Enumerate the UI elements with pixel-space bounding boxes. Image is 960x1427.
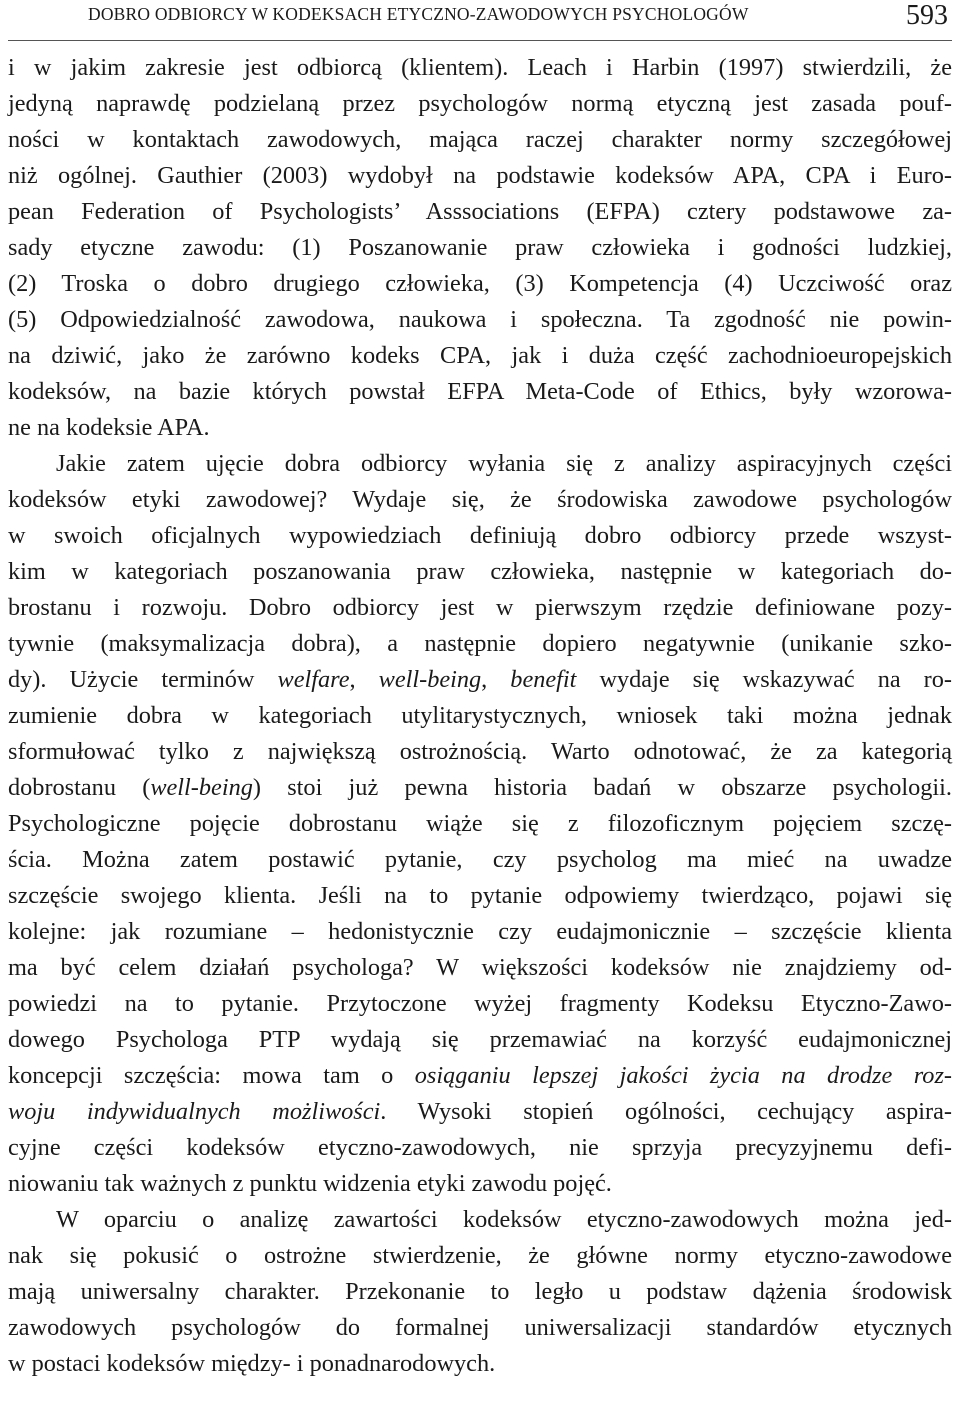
italic-term: welfare xyxy=(277,666,350,693)
text-line: w swoich oficjalnych wypowiedziach definiują dobro odbiorcy przede wszyst- xyxy=(8,522,952,549)
text-line: zawodowych psychologów do formalnej uniwersalizacji standardów etycznych xyxy=(8,1314,952,1341)
text-line: cyjne części kodeksów etyczno-zawodowych, nie sprzyja precyzyjnemu defi- xyxy=(8,1134,952,1161)
text-line-with-italics: dobrostanu (well-being) stoi już pewna historia badań w obszarze psychologii. xyxy=(8,774,952,801)
text-line: nak się pokusić o ostrożne stwierdzenie, że główne normy etyczno-zawodowe xyxy=(8,1242,952,1269)
text-line: niż ogólnej. Gauthier (2003) wydobył na podstawie kodeksów APA, CPA i Euro- xyxy=(8,162,952,189)
running-title: DOBRO ODBIORCY W KODEKSACH ETYCZNO-ZAWODOWYCH PSYCHOLOGÓW xyxy=(88,4,749,24)
italic-term: benefit xyxy=(510,666,577,693)
text-line: mają uniwersalny charakter. Przekonanie to legło u podstaw dążenia środowisk xyxy=(8,1278,952,1305)
text-line: Psychologiczne pojęcie dobrostanu wiąże się z filozoficznym pojęciem szczę- xyxy=(8,810,952,837)
italic-quote: woju indywidualnych możliwości xyxy=(8,1098,381,1125)
text-line: na dziwić, jako że zarówno kodeks CPA, jak i duża część zachodnioeuropejskich xyxy=(8,342,952,369)
text-line-with-italics: koncepcji szczęścia: mowa tam o osiąganiu lepszej jakości życia na drodze roz- xyxy=(8,1062,952,1089)
paragraph-end-line: ne na kodeksie APA. xyxy=(8,414,210,441)
paragraph-end-line: w postaci kodeksów między- i ponadnarodowych. xyxy=(8,1350,496,1377)
text-line: dowego Psychologa PTP wydają się przemawiać na korzyść eudajmonicznej xyxy=(8,1026,952,1053)
text-line: kodeksów etyki zawodowej? Wydaje się, że środowiska zawodowe psychologów xyxy=(8,486,952,513)
paragraph-start-line: W oparciu o analizę zawartości kodeksów etyczno-zawodowych można jed- xyxy=(56,1206,952,1233)
paragraph-start-line: Jakie zatem ujęcie dobra odbiorcy wyłania się z analizy aspiracyjnych części xyxy=(56,450,952,477)
text-line: sformułować tylko z największą ostrożnością. Warto odnotować, że za kategorią xyxy=(8,738,952,765)
running-header xyxy=(8,0,952,41)
text-line: kodeksów, na bazie których powstał EFPA Meta-Code of Ethics, były wzorowa- xyxy=(8,378,952,405)
text-line: kim w kategoriach poszanowania praw człowieka, następnie w kategoriach do- xyxy=(8,558,952,585)
text-line: i w jakim zakresie jest odbiorcą (klientem). Leach i Harbin (1997) stwierdzili, że xyxy=(8,54,952,81)
page-number: 593 xyxy=(906,0,948,31)
paragraph-end-line: niowaniu tak ważnych z punktu widzenia etyki zawodu pojęć. xyxy=(8,1170,612,1197)
text-line: brostanu i rozwoju. Dobro odbiorcy jest w pierwszym rzędzie definiowane pozy- xyxy=(8,594,952,621)
text-line: jedyną naprawdę podzielaną przez psychologów normą etyczną jest zasada pouf- xyxy=(8,90,952,117)
text-line: (5) Odpowiedzialność zawodowa, naukowa i społeczna. Ta zgodność nie powin- xyxy=(8,306,952,333)
text-line: szczęście swojego klienta. Jeśli na to pytanie odpowiemy twierdząco, pojawi się xyxy=(8,882,952,909)
italic-quote: osiąganiu lepszej jakości życia na drodze roz- xyxy=(414,1062,952,1089)
text-line: (2) Troska o dobro drugiego człowieka, (3) Kompetencja (4) Uczciwość oraz xyxy=(8,270,952,297)
text-line: ma być celem działań psychologa? W większości kodeksów nie znajdziemy od- xyxy=(8,954,952,981)
text-line: powiedzi na to pytanie. Przytoczone wyżej fragmenty Kodeksu Etyczno-Zawo- xyxy=(8,990,952,1017)
text-line: kolejne: jak rozumiane – hedonistycznie czy eudajmonicznie – szczęście klienta xyxy=(8,918,952,945)
text-line: zumienie dobra w kategoriach utylitarystycznych, wniosek taki można jednak xyxy=(8,702,952,729)
text-line: ności w kontaktach zawodowych, mająca raczej charakter normy szczegółowej xyxy=(8,126,952,153)
text-line-with-italics: woju indywidualnych możliwości. Wysoki stopień ogólności, cechujący aspira- xyxy=(8,1098,952,1125)
text-line-with-italics: dy). Użycie terminów welfare, well-being, benefit wydaje się wskazywać na ro- xyxy=(8,666,953,693)
text-line: sady etyczne zawodu: (1) Poszanowanie praw człowieka i godności ludzkiej, xyxy=(8,234,952,261)
italic-term: well-being xyxy=(378,666,482,693)
text-line: ścia. Można zatem postawić pytanie, czy psycholog ma mieć na uwadze xyxy=(8,846,952,873)
text-line: tywnie (maksymalizacja dobra), a następnie dopiero negatywnie (unikanie szko- xyxy=(8,630,952,657)
text-line: pean Federation of Psychologists’ Asssociations (EFPA) cztery podstawowe za- xyxy=(8,198,952,225)
italic-term: well-being xyxy=(150,774,253,801)
